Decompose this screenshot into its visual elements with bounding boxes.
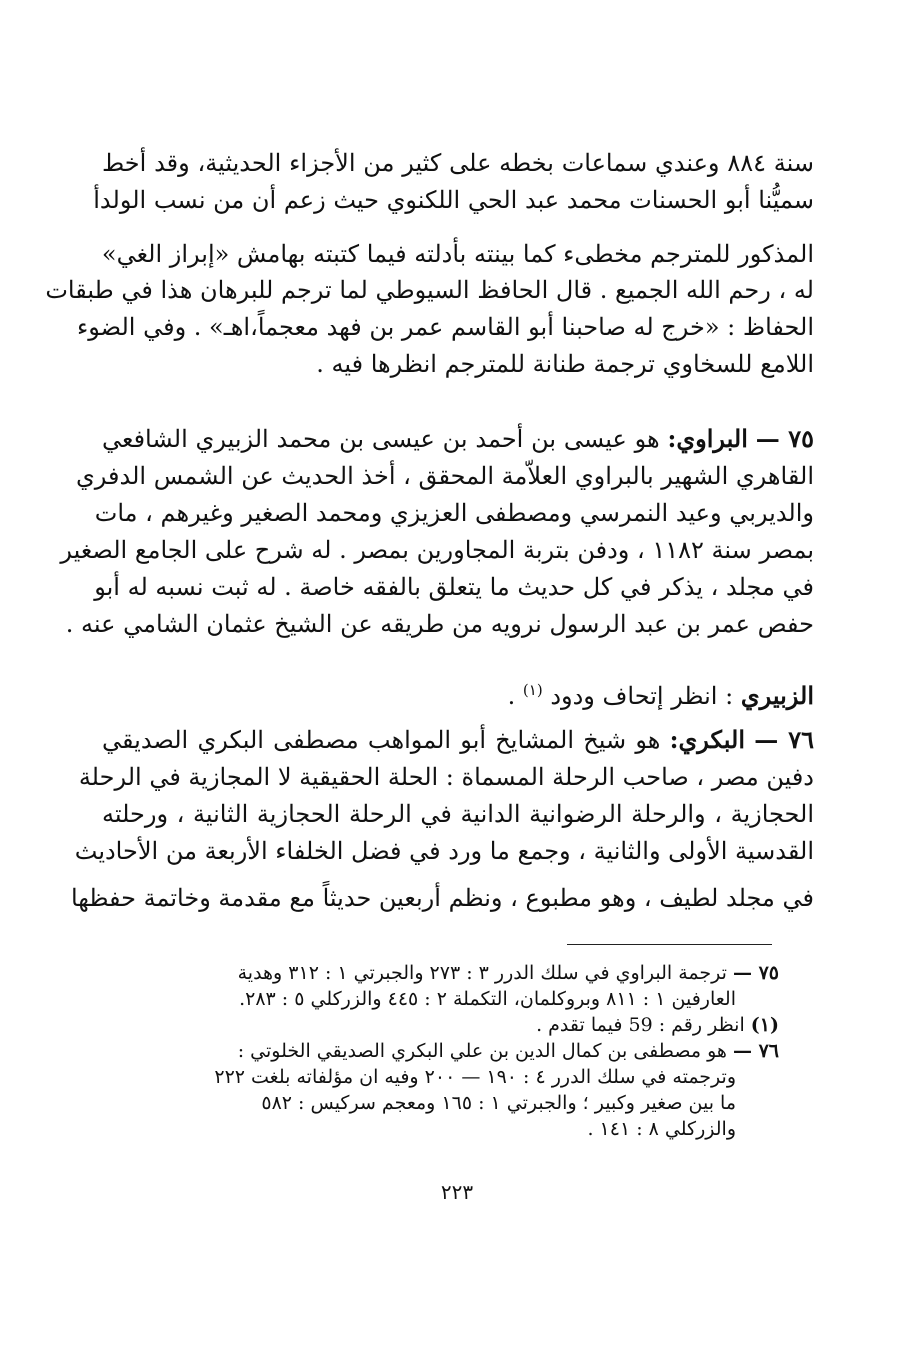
footnote-separator [567, 944, 772, 945]
footnote-line [117, 1090, 736, 1116]
footnote-number: (١) [750, 1014, 779, 1036]
text-line: في مجلد لطيف ، وهو مطبوع ، ونظم أربعين حديثاً مع مقدمة وخاتمة حفظها [70, 884, 814, 912]
entry-name: الزبيري [740, 681, 814, 710]
entry-number: ٧٦ — [754, 725, 814, 754]
footnote-text: انظر رقم : 59 فيما تقدم . [536, 1014, 745, 1036]
footnote-text: ما بين صغير وكبير ؛ والجبرتي ١ : ١٦٥ ومعجم سركيس : ٥٨٢ [261, 1092, 736, 1114]
entry-76-heading [102, 723, 814, 757]
entry-number: ٧٥ — [755, 424, 814, 453]
footnote-mark: (١) [522, 681, 543, 699]
footnote-line [117, 1116, 736, 1142]
entry-text: هو عيسى بن أحمد بن عيسى بن محمد الزبيري الشافعي [102, 425, 660, 453]
footnote-text: وترجمته في سلك الدرر ٤ : ١٩٠ — ٢٠٠ وفيه ان مؤلفاته بلغت ٢٢٢ [214, 1066, 736, 1088]
footnote-line [117, 986, 736, 1012]
text-line: الحفاظ : «خرج له صاحبنا أبو القاسم عمر بن فهد معجماً،اهـ» . وفي الضوء [77, 313, 814, 341]
footnote-text: هو مصطفى بن كمال الدين بن علي البكري الصديقي الخلوتي : [237, 1040, 727, 1062]
entry-name: البراوي: [667, 424, 748, 453]
footnote-line [117, 1012, 779, 1038]
entry-name: البكري: [669, 725, 745, 754]
entry-75-heading [102, 422, 814, 456]
text-line: في مجلد ، يذكر في كل حديث ما يتعلق بالفقه خاصة . له ثبت نسبه له أبو [94, 573, 814, 601]
entry-end: . [507, 682, 516, 710]
footnote-line [117, 1038, 779, 1064]
text-line: له ، رحم الله الجميع . قال الحافظ السيوطي لما ترجم للبرهان هذا في طبقات [45, 276, 814, 304]
footnote-number: ٧٦ — [732, 1040, 779, 1062]
text-line: بمصر سنة ١١٨٢ ، ودفن بتربة المجاورين بمصر . له شرح على الجامع الصغير [60, 536, 814, 564]
footnote-text: ترجمة البراوي في سلك الدرر ٣ : ٢٧٣ والجبرتي ١ : ٣١٢ وهدية [237, 962, 727, 984]
footnote-text: العارفين ١ : ٨١١ وبروكلمان، التكملة ٢ : ٤٤٥ والزركلي ٥ : ٢٨٣. [239, 988, 736, 1010]
page-number: ٢٢٣ [440, 1180, 474, 1204]
text-line: سميُّنا أبو الحسنات محمد عبد الحي اللكنوي حيث زعم أن من نسب الولدأ [93, 186, 814, 214]
text-line: المذكور للمترجم مخطىء كما بينته بأدلته فيما كتبته بهامش «إبراز الغي» [101, 240, 814, 268]
footnote-line [117, 960, 779, 986]
text-line: دفين مصر ، صاحب الرحلة المسماة : الحلة الحقيقية لا المجازية في الرحلة [78, 763, 814, 791]
footnote-text: والزركلي ٨ : ١٤١ . [587, 1118, 736, 1140]
text-line: القاهري الشهير بالبراوي العلاّمة المحقق ، أخذ الحديث عن الشمس الدفري [76, 462, 814, 490]
text-line: القدسية الأولى والثانية ، وجمع ما ورد في فضل الخلفاء الأربعة من الأحاديث [74, 837, 814, 865]
entry-text: : انظر إتحاف ودود [550, 682, 734, 710]
text-line: الحجازية ، والرحلة الرضوانية الدانية في الرحلة الحجازية الثانية ، ورحلته [102, 800, 814, 828]
text-line: سنة ٨٨٤ وعندي سماعات بخطه على كثير من الأجزاء الحديثية، وقد أخط [102, 149, 814, 177]
text-line: والديربي وعيد النمرسي ومصطفى العزيزي ومحمد الصغير وغيرهم ، مات [94, 499, 814, 527]
entry-text: هو شيخ المشايخ أبو المواهب مصطفى البكري الصديقي [102, 726, 661, 754]
text-line: اللامع للسخاوي ترجمة طنانة للمترجم انظرها فيه . [316, 350, 814, 378]
text-line: حفص عمر بن عبد الرسول نرويه من طريقه عن الشيخ عثمان الشامي عنه . [65, 610, 814, 638]
entry-zubayri [102, 673, 814, 710]
footnote-line [117, 1064, 736, 1090]
footnote-number: ٧٥ — [732, 962, 779, 984]
